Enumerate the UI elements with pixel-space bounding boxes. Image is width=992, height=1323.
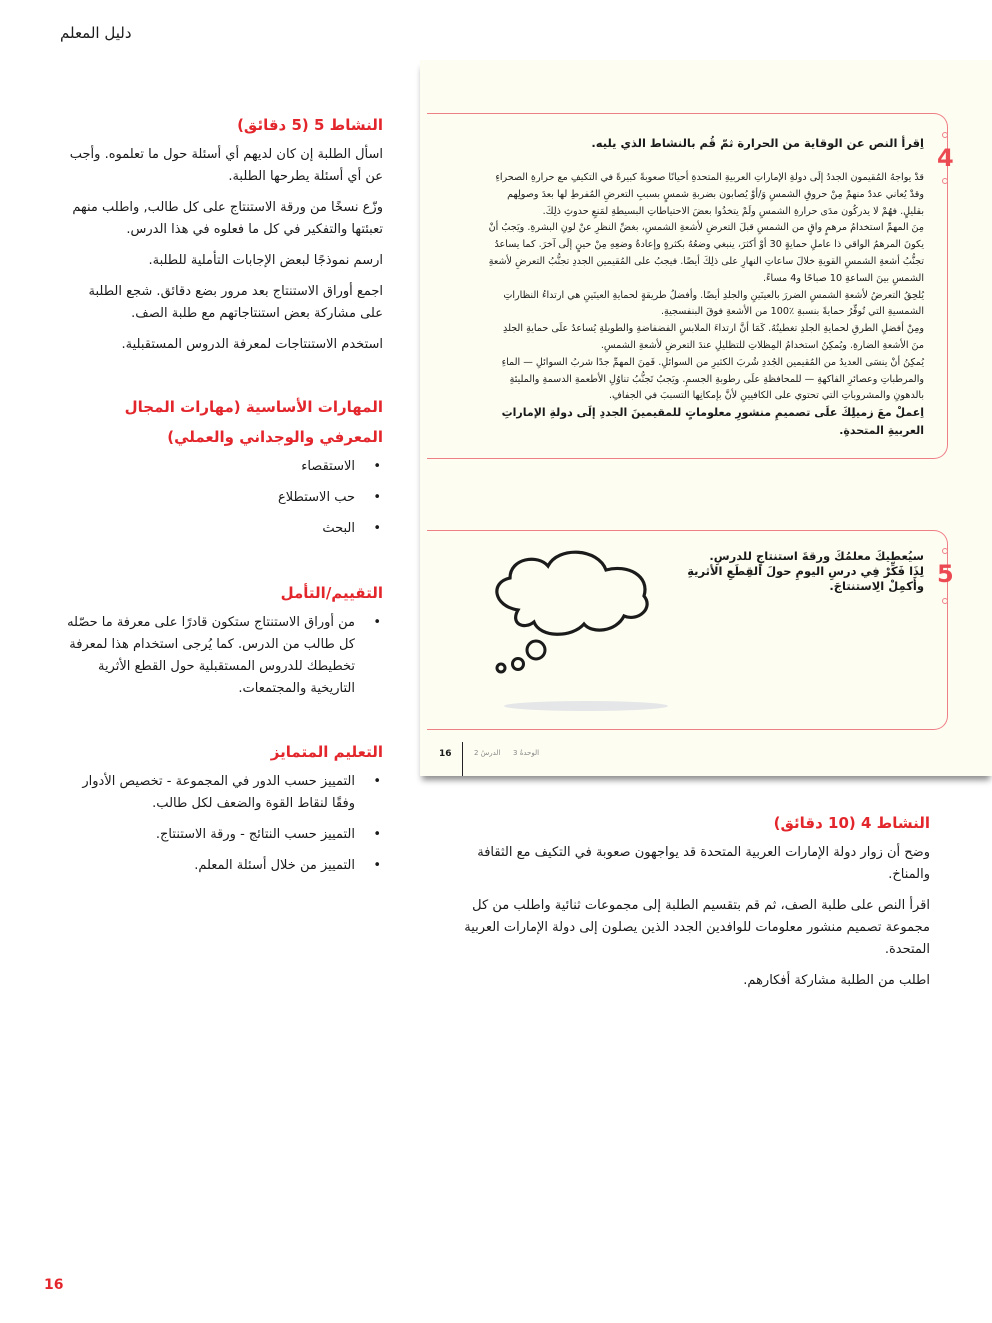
list-item: • البحث (62, 518, 383, 540)
decor-dot (942, 132, 948, 138)
paragraph: ارسم نموذجًا لبعض الإجابات التأملية للطلبة. (148, 253, 383, 268)
page-number: 16 (44, 1277, 64, 1293)
list-item: • التمييز حسب النتائج - ورقة الاستنتاج. (62, 824, 383, 846)
line: وأَكمِلْ الِاستنتاجَ. (829, 579, 924, 593)
paragraph: اقرأ النص على طلبة الصف، ثم قم بتقسيم الطلبة إلى مجموعات ثنائية واطلب من كل مجموعة تصميم منشور معلومات للوافدين الجدد الذين يصلون إلى دولة الإمارات العربية المتحدة. (464, 898, 930, 957)
header-title: دليل المعلم (60, 24, 132, 42)
line: لِذَا فَكِّرْ فِي درسِ اليومِ حولَ القِطَعِ الأثريةِ (687, 564, 924, 578)
paragraph: اسأل الطلبة إن كان لديهم أي أسئلة حول ما تعلموه. وأجب عن أي أسئلة يطرحها الطلبة. (69, 147, 383, 184)
activity-number: 5 (937, 560, 954, 588)
decor-dot (942, 178, 948, 184)
box1-heading: اِقرأ النص عن الوقاية من الحرارة ثمّ قُم بالنشاط الذي يليه. (591, 136, 924, 150)
activity4-section (433, 808, 930, 1001)
thought-cloud-icon (488, 546, 668, 716)
paragraph: اطلب من الطلبة مشاركة أفكارهم. (743, 973, 930, 988)
paragraph: مِنَ المهمِّ استخدامُ مرهمٍ واقٍ من الشمسِ قبلَ التعرضِ لأشعةِ الشمسِ، بغضِّ النظرِ عنْ لونِ البشرةِ. ويَجبُ أنْ يكونَ المرهمُ الواقي ذا عاملِ حمايةٍ 30 أوْ أكثرَ، ينبغي وضعُهُ بكثرةٍ وإعادةُ وضعِهِ مِنْ حينٍ إلَى آخرَ. كما يساعدُ تجنُّبُ أشعةِ الشمسِ القويةِ خلالَ ساعاتِ النهارِ على ذلِكَ أيضًا. فيجبُ على المُقيمين الجددِ تجنُّبُ التعرضِ لأشعةِ الشمسِ بينَ الساعةِ 10 صباحًا و4 مساءً. (488, 222, 924, 284)
activity5-title: النشاط 5 (5 دقائق) (237, 116, 383, 134)
list-item: • التمييز من خلال أسئلة المعلم. (62, 855, 383, 877)
core-skills-section (62, 392, 383, 549)
decor-dot (942, 548, 948, 554)
student-book-page-image (420, 60, 992, 776)
core-skills-title: المهارات الأساسية (مهارات المجال المعرفي والوجداني والعملي) (124, 398, 383, 446)
activity4-title: النشاط 4 (10 دقائق) (773, 814, 930, 832)
differentiation-section (62, 737, 383, 886)
list-item: • الاستقصاء (62, 456, 383, 478)
unit-label: الوحدةُ 3 (513, 749, 540, 757)
task-text: اِعملْ معَ زميلِكَ علَى تصميمِ منشورِ معلوماتٍ للمقيمينَ الجددِ إلَى دولةِ الإماراتِ العربيةِ المتحدةِ. (501, 406, 924, 437)
box2-text (650, 549, 924, 594)
paragraph: وضح أن زوار دولة الإمارات العربية المتحدة قد يواجهون صعوبة في التكيف مع الثقافة والمناخ. (477, 845, 930, 882)
paragraph: قدْ يواجهُ المُقيمون الجددُ إلَى دولةِ الإماراتِ العربيةِ المتحدةِ أحيانًا صعوبةً كبيرةً في التكيفِ مع حرارةِ الصحراءِ وقدْ يُعاني عددٌ منهمْ مِنْ حروقِ الشمسِ وَ/أوْ يُصابون بضربةِ شمسٍ بسببِ التعرضِ المُفرطِ لها بعدَ وصولِهم بقليلٍ. فهُمْ لا يدركُون مدَى حرارةِ الشمسِ ولَمْ يتخذُوا بعضَ الاحتياطاتِ البسيطةِ لمَنعِ حدوثِ ذلِكَ. (495, 172, 924, 217)
lesson-label: الدرسُ 2 (474, 749, 501, 757)
decor-dot (942, 598, 948, 604)
paragraph: اجمع أوراق الاستنتاج بعد مرور بضع دقائق. شجع الطلبة على مشاركة بعض استنتاجاتهم مع طلبة الصف. (88, 284, 383, 321)
box1-text (488, 170, 924, 441)
list-item: • التمييز حسب الدور في المجموعة - تخصيص الأدوار وفقًا لنقاط القوة والضعف لكل طالب. (62, 771, 383, 815)
activity-number: 4 (937, 144, 954, 172)
divider (462, 742, 463, 776)
paragraph: يُلحِقُ التعرضُ لأشعةِ الشمسِ الضررَ بالعينَينِ والجلدِ أيضًا. وأفضلُ طريقةٍ لحمايةِ العينَينِ هي ارتداءُ النظاراتِ الشمسيةِ التي تُوفِّرُ حمايةً بنسبةِ ٪100 من الأشعةِ فوقَ البنفسجيةِ. (503, 289, 924, 318)
paragraph: ومِنْ أفضلِ الطرقِ لحمايةِ الجلدِ تغطيتُهُ. كَمَا أنَّ ارتداءَ الملابسِ الفضفاضةِ والطويلةِ يُساعدُ علَى حمايةِ الجلدِ منَ الأشعةِ الضارةِ. ويُمكِنُ استخدامُ المِظلاتِ للتظليلِ عندَ التعرضِ لأشعةِ الشمسِ. (503, 323, 924, 351)
paragraph: وزّع نسخًا من ورقة الاستنتاج على كل طالب, واطلب منهم تعبئتها والتفكير في كل ما فعلوه في هذا الدرس. (72, 200, 383, 237)
list-item: • من أوراق الاستنتاج ستكون قادرًا على معرفة ما حصّله كل طالب من الدرس. كما يُرجى استخدام هذا لمعرفة تخطيطك للدروس المستقبلية حول القطع الأثرية التاريخية والمجتمعات. (62, 612, 383, 700)
differentiation-title: التعليم المتمايز (270, 743, 383, 761)
assessment-section (62, 578, 383, 709)
assessment-title: التقييم/التأمل (280, 584, 383, 602)
line: سيُعطيكَ معلمُكَ ورقةَ استنتاجٍ للدرسِ. (709, 549, 924, 563)
list-item: • حب الاستطلاع (62, 487, 383, 509)
activity5-section (62, 110, 383, 365)
paragraph: يُمكِنُ أنْ ينسَى العديدُ من المُقيمين الجُددِ شُربَ الكثيرِ من السوائلِ. فَمِنَ المهمِّ جدًا شربُ السوائلِ — الماءِ والمرطباتِ وعصائرِ الفاكهةِ — للمحافظةِ علَى رطوبةِ الجسمِ. ويَجبُ تَجنُّبُ تناوُلِ الأطعمةِ الدسمةِ والمليئةِ بالدهونِ والمشروباتِ التي تحتوي على الكافيينِ لأنَّ بإمكانِها التسببَ في الجفافِ. (501, 356, 924, 402)
paragraph: استخدم الاستنتاجات لمعرفة الدروس المستقبلية. (121, 337, 383, 352)
book-page-number: 16 (439, 749, 452, 759)
